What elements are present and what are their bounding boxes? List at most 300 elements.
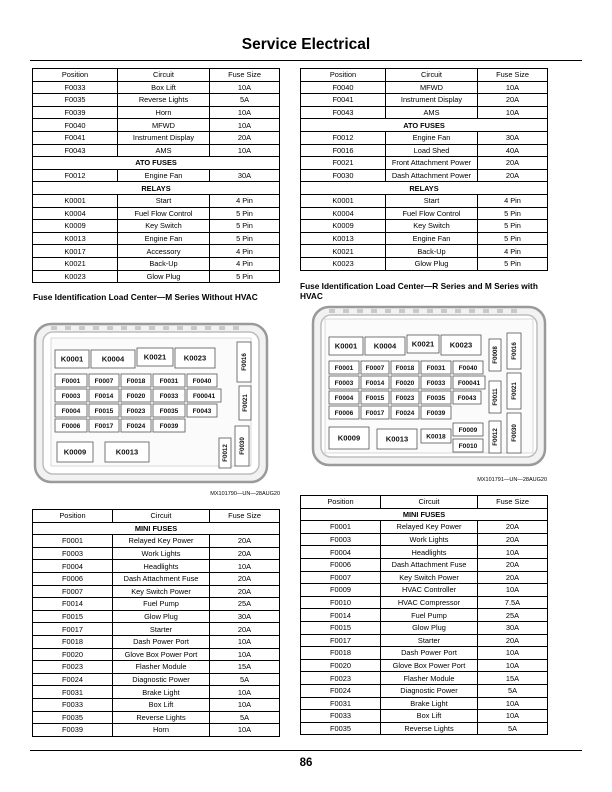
- cell-fuse-size: 5 Pin: [478, 257, 548, 270]
- fuse-label: F0017: [365, 409, 385, 417]
- table-row: [33, 585, 280, 598]
- fuse-label: F00041: [457, 379, 481, 387]
- cell-fuse-size: 30A: [210, 169, 280, 182]
- fuse-label: K0004: [101, 354, 125, 364]
- cell-fuse-size: 20A: [210, 547, 280, 560]
- cell-fuse-size: 10A: [210, 635, 280, 648]
- table-row: [301, 684, 548, 697]
- fuse-label: K0009: [63, 447, 87, 457]
- cell-position: F0018: [33, 635, 113, 648]
- section-label: ATO FUSES: [301, 119, 548, 132]
- cell-fuse-size: 5A: [210, 94, 280, 107]
- cell-position: F0018: [301, 647, 381, 660]
- cell-fuse-size: 20A: [478, 634, 548, 647]
- fuse-label: F0024: [126, 422, 146, 430]
- cell-fuse-size: 10A: [210, 144, 280, 157]
- fuse-label: F0023: [126, 407, 146, 415]
- table-row: [301, 533, 548, 546]
- column-header-position: Position: [301, 496, 381, 509]
- column-header-position: Position: [33, 510, 113, 523]
- cell-position: F0031: [301, 697, 381, 710]
- cell-position: K0021: [301, 245, 386, 258]
- cell-fuse-size: 15A: [210, 661, 280, 674]
- cell-circuit: Reverse Lights: [113, 711, 210, 724]
- cell-position: F0010: [301, 596, 381, 609]
- cell-position: F0001: [301, 521, 381, 534]
- table-section-row: [301, 119, 548, 132]
- table-row: [33, 673, 280, 686]
- cell-circuit: Work Lights: [381, 533, 478, 546]
- cell-circuit: Back-Up: [386, 245, 478, 258]
- table-row: [301, 220, 548, 233]
- cell-position: F0003: [301, 533, 381, 546]
- cell-position: F0040: [33, 119, 118, 132]
- fuse-label: F0021: [242, 394, 250, 412]
- cell-position: F0017: [33, 623, 113, 636]
- fuse-label: F0030: [239, 437, 247, 455]
- cell-position: F0041: [33, 131, 118, 144]
- column-header-circuit: Circuit: [386, 69, 478, 82]
- page-number: 86: [299, 757, 313, 769]
- table-header-row: [301, 496, 548, 509]
- section-label: ATO FUSES: [33, 157, 280, 170]
- cell-position: F0024: [33, 673, 113, 686]
- cell-circuit: Glow Plug: [386, 257, 478, 270]
- table-row: [301, 546, 548, 559]
- cell-fuse-size: 20A: [478, 533, 548, 546]
- cell-circuit: Starter: [113, 623, 210, 636]
- fuse-label: F0004: [61, 407, 81, 415]
- table-row: [301, 659, 548, 672]
- cell-circuit: Load Shed: [386, 144, 478, 157]
- cell-fuse-size: 4 Pin: [478, 194, 548, 207]
- table-row: [301, 571, 548, 584]
- cell-circuit: Headlights: [381, 546, 478, 559]
- table-row: [301, 596, 548, 609]
- cell-position: F0035: [33, 711, 113, 724]
- fuse-label: F0010: [458, 442, 478, 450]
- table-row: [301, 81, 548, 94]
- cell-position: F0009: [301, 584, 381, 597]
- section-heading-r-series-m-series-with-hvac: Fuse Identification Load Center—R Series and M Series with HVAC: [300, 281, 538, 301]
- fuse-label: F0040: [458, 364, 478, 372]
- cell-fuse-size: 20A: [478, 521, 548, 534]
- fuse-label: F0007: [94, 377, 114, 385]
- table-row: [33, 648, 280, 661]
- cell-fuse-size: 40A: [478, 144, 548, 157]
- cell-position: F0003: [33, 547, 113, 560]
- cell-circuit: Dash Power Port: [113, 635, 210, 648]
- cell-circuit: Diagnostic Power: [381, 684, 478, 697]
- fuse-label: F0014: [365, 379, 385, 387]
- cell-fuse-size: 20A: [210, 131, 280, 144]
- table-row: [33, 232, 280, 245]
- table-row: [301, 584, 548, 597]
- fuse-label: F0023: [395, 394, 415, 402]
- cell-fuse-size: 5 Pin: [210, 207, 280, 220]
- cell-position: K0013: [301, 232, 386, 245]
- cell-position: K0021: [33, 257, 118, 270]
- table-row: [301, 207, 548, 220]
- cell-fuse-size: 10A: [478, 647, 548, 660]
- cell-fuse-size: 5A: [478, 722, 548, 735]
- cell-position: F0006: [33, 572, 113, 585]
- column-header-position: Position: [301, 69, 386, 82]
- fuse-label: F0012: [492, 428, 500, 446]
- cell-position: K0023: [301, 257, 386, 270]
- cell-fuse-size: 25A: [478, 609, 548, 622]
- cell-circuit: Diagnostic Power: [113, 673, 210, 686]
- fuse-label: F0039: [426, 409, 446, 417]
- fuse-label: K0023: [183, 353, 207, 363]
- column-header-circuit: Circuit: [381, 496, 478, 509]
- cell-circuit: HVAC Controller: [381, 584, 478, 597]
- fuse-table-top-right: [300, 68, 548, 271]
- table-row: [33, 220, 280, 233]
- table-row: [33, 635, 280, 648]
- cell-circuit: Box Lift: [381, 710, 478, 723]
- table-row: [301, 169, 548, 182]
- fuse-label: F0035: [426, 394, 446, 402]
- cell-position: F0030: [301, 169, 386, 182]
- cell-circuit: Relayed Key Power: [381, 521, 478, 534]
- cell-fuse-size: 10A: [478, 697, 548, 710]
- fuse-label: F0040: [192, 377, 212, 385]
- cell-position: F0004: [33, 560, 113, 573]
- table-row: [301, 672, 548, 685]
- table-row: [301, 609, 548, 622]
- cell-circuit: Engine Fan: [386, 131, 478, 144]
- cell-fuse-size: 7.5A: [478, 596, 548, 609]
- cell-position: F0039: [33, 724, 113, 737]
- table-row: [33, 270, 280, 283]
- cell-position: F0040: [301, 81, 386, 94]
- table-section-row: [33, 157, 280, 170]
- fuse-label: F0001: [61, 377, 81, 385]
- cell-fuse-size: 10A: [210, 119, 280, 132]
- table-row: [33, 572, 280, 585]
- cell-fuse-size: 5A: [478, 684, 548, 697]
- cell-circuit: Flasher Module: [381, 672, 478, 685]
- footer-rule: [30, 750, 582, 751]
- table-row: [33, 661, 280, 674]
- cell-position: F0020: [33, 648, 113, 661]
- table-row: [301, 722, 548, 735]
- table-row: [33, 245, 280, 258]
- fuse-label: F0033: [159, 392, 179, 400]
- cell-circuit: Starter: [381, 634, 478, 647]
- cell-circuit: Glow Plug: [118, 270, 210, 283]
- cell-position: F0033: [33, 698, 113, 711]
- cell-circuit: Dash Power Port: [381, 647, 478, 660]
- cell-circuit: Horn: [118, 106, 210, 119]
- cell-circuit: Box Lift: [118, 81, 210, 94]
- fuse-label: F00041: [192, 392, 216, 400]
- cell-circuit: Key Switch: [118, 220, 210, 233]
- cell-fuse-size: 10A: [210, 724, 280, 737]
- column-header-fuse-size: Fuse Size: [210, 510, 280, 523]
- cell-position: F0015: [33, 610, 113, 623]
- fuse-label: F0030: [511, 424, 519, 442]
- table-row: [33, 169, 280, 182]
- cell-fuse-size: 10A: [210, 81, 280, 94]
- section-label: RELAYS: [301, 182, 548, 195]
- cell-fuse-size: 20A: [210, 623, 280, 636]
- cell-fuse-size: 10A: [210, 686, 280, 699]
- cell-fuse-size: 10A: [478, 710, 548, 723]
- table-section-row: [301, 508, 548, 521]
- fuse-label: K0021: [411, 339, 435, 349]
- cell-fuse-size: 10A: [210, 698, 280, 711]
- cell-fuse-size: 5A: [210, 711, 280, 724]
- table-row: [301, 245, 548, 258]
- fuse-label: F0012: [222, 444, 230, 462]
- fuse-label: F0001: [334, 364, 354, 372]
- fuse-load-center-diagram-right: [311, 305, 547, 467]
- cell-position: K0004: [33, 207, 118, 220]
- table-row: [33, 560, 280, 573]
- cell-position: F0004: [301, 546, 381, 559]
- cell-circuit: Dash Attachment Fuse: [381, 558, 478, 571]
- cell-circuit: Front Attachment Power: [386, 157, 478, 170]
- fuse-label: K0018: [426, 433, 446, 441]
- cell-position: K0009: [33, 220, 118, 233]
- cell-fuse-size: 20A: [478, 157, 548, 170]
- cell-position: F0006: [301, 558, 381, 571]
- cell-position: K0009: [301, 220, 386, 233]
- table-header-row: [33, 510, 280, 523]
- fuse-load-center-diagram-left: [33, 322, 269, 484]
- cell-circuit: Glow Plug: [113, 610, 210, 623]
- diagram-caption-left: MX101790—UN—28AUG20: [210, 491, 280, 497]
- cell-circuit: MFWD: [386, 81, 478, 94]
- fuse-label: F0016: [511, 342, 519, 360]
- fuse-label: F0008: [492, 346, 500, 364]
- cell-circuit: Instrument Display: [118, 131, 210, 144]
- cell-circuit: Engine Fan: [118, 232, 210, 245]
- cell-position: K0001: [301, 194, 386, 207]
- cell-position: F0035: [301, 722, 381, 735]
- cell-circuit: Relayed Key Power: [113, 535, 210, 548]
- fuse-label: F0014: [94, 392, 114, 400]
- cell-circuit: Reverse Lights: [118, 94, 210, 107]
- fuse-label: F0007: [365, 364, 385, 372]
- cell-fuse-size: 4 Pin: [478, 245, 548, 258]
- cell-fuse-size: 20A: [478, 94, 548, 107]
- cell-circuit: Fuel Pump: [113, 598, 210, 611]
- column-header-fuse-size: Fuse Size: [210, 69, 280, 82]
- column-header-circuit: Circuit: [113, 510, 210, 523]
- cell-fuse-size: 10A: [478, 546, 548, 559]
- table-row: [33, 207, 280, 220]
- cell-fuse-size: 20A: [210, 535, 280, 548]
- table-row: [33, 106, 280, 119]
- table-row: [301, 697, 548, 710]
- cell-circuit: Work Lights: [113, 547, 210, 560]
- cell-circuit: Brake Light: [381, 697, 478, 710]
- column-header-circuit: Circuit: [118, 69, 210, 82]
- table-row: [33, 724, 280, 737]
- fuse-label: F0016: [241, 353, 249, 371]
- table-row: [301, 621, 548, 634]
- fuse-label: F0006: [334, 409, 354, 417]
- cell-fuse-size: 10A: [210, 560, 280, 573]
- cell-position: F0023: [33, 661, 113, 674]
- cell-circuit: Engine Fan: [118, 169, 210, 182]
- cell-circuit: Engine Fan: [386, 232, 478, 245]
- cell-circuit: Fuel Flow Control: [386, 207, 478, 220]
- cell-fuse-size: 5 Pin: [210, 220, 280, 233]
- cell-position: F0031: [33, 686, 113, 699]
- cell-position: F0012: [33, 169, 118, 182]
- cell-position: K0023: [33, 270, 118, 283]
- cell-position: F0015: [301, 621, 381, 634]
- cell-position: K0004: [301, 207, 386, 220]
- fuse-label: F0003: [334, 379, 354, 387]
- cell-position: F0043: [33, 144, 118, 157]
- cell-position: K0001: [33, 194, 118, 207]
- cell-circuit: Reverse Lights: [381, 722, 478, 735]
- table-row: [301, 106, 548, 119]
- table-section-row: [301, 182, 548, 195]
- cell-fuse-size: 30A: [210, 610, 280, 623]
- cell-fuse-size: 15A: [478, 672, 548, 685]
- fuse-table-bottom-left: [32, 509, 280, 737]
- cell-fuse-size: 5A: [210, 673, 280, 686]
- cell-circuit: MFWD: [118, 119, 210, 132]
- fuse-label: F0003: [61, 392, 81, 400]
- cell-position: F0017: [301, 634, 381, 647]
- cell-fuse-size: 4 Pin: [210, 257, 280, 270]
- table-section-row: [33, 182, 280, 195]
- cell-fuse-size: 5 Pin: [210, 232, 280, 245]
- cell-fuse-size: 10A: [210, 648, 280, 661]
- cell-fuse-size: 20A: [478, 558, 548, 571]
- cell-position: F0014: [301, 609, 381, 622]
- cell-fuse-size: 5 Pin: [478, 232, 548, 245]
- column-header-position: Position: [33, 69, 118, 82]
- page-title: Service Electrical: [241, 36, 371, 53]
- fuse-label: F0031: [159, 377, 179, 385]
- table-section-row: [33, 522, 280, 535]
- fuse-label: K0013: [115, 447, 139, 457]
- cell-position: K0017: [33, 245, 118, 258]
- cell-circuit: HVAC Compressor: [381, 596, 478, 609]
- fuse-label: K0001: [60, 354, 84, 364]
- diagram-caption-right: MX101791—UN—28AUG20: [477, 477, 547, 483]
- fuse-label: K0009: [337, 433, 361, 443]
- table-row: [301, 131, 548, 144]
- cell-fuse-size: 10A: [478, 584, 548, 597]
- table-row: [33, 547, 280, 560]
- table-header-row: [33, 69, 280, 82]
- fuse-label: F0043: [192, 407, 212, 415]
- cell-fuse-size: 10A: [478, 659, 548, 672]
- cell-circuit: Headlights: [113, 560, 210, 573]
- table-row: [33, 131, 280, 144]
- cell-position: F0014: [33, 598, 113, 611]
- cell-fuse-size: 5 Pin: [478, 220, 548, 233]
- cell-circuit: Key Switch: [386, 220, 478, 233]
- fuse-label: K0001: [334, 341, 358, 351]
- cell-fuse-size: 20A: [210, 585, 280, 598]
- fuse-label: K0013: [385, 434, 409, 444]
- cell-position: F0012: [301, 131, 386, 144]
- table-row: [301, 710, 548, 723]
- table-row: [301, 634, 548, 647]
- table-row: [301, 232, 548, 245]
- fuse-label: F0004: [334, 394, 354, 402]
- fuse-label: K0023: [449, 340, 473, 350]
- cell-position: F0039: [33, 106, 118, 119]
- fuse-label: F0020: [395, 379, 415, 387]
- fuse-label: K0004: [373, 341, 397, 351]
- cell-fuse-size: 10A: [478, 81, 548, 94]
- table-row: [33, 686, 280, 699]
- table-row: [301, 558, 548, 571]
- cell-position: F0024: [301, 684, 381, 697]
- cell-circuit: Dash Attachment Fuse: [113, 572, 210, 585]
- fuse-table-top-left: [32, 68, 280, 283]
- table-row: [301, 157, 548, 170]
- cell-circuit: Box Lift: [113, 698, 210, 711]
- cell-circuit: Back-Up: [118, 257, 210, 270]
- table-row: [33, 698, 280, 711]
- table-row: [301, 647, 548, 660]
- cell-circuit: Fuel Flow Control: [118, 207, 210, 220]
- cell-circuit: Horn: [113, 724, 210, 737]
- cell-circuit: Key Switch Power: [381, 571, 478, 584]
- cell-circuit: Key Switch Power: [113, 585, 210, 598]
- cell-fuse-size: 20A: [478, 571, 548, 584]
- cell-circuit: Brake Light: [113, 686, 210, 699]
- cell-circuit: Instrument Display: [386, 94, 478, 107]
- section-heading-m-series-without-hvac: Fuse Identification Load Center—M Series Without HVAC: [33, 292, 258, 302]
- header-rule: [30, 60, 582, 61]
- table-row: [33, 610, 280, 623]
- cell-circuit: AMS: [386, 106, 478, 119]
- fuse-label: F0035: [159, 407, 179, 415]
- table-row: [33, 94, 280, 107]
- cell-fuse-size: 30A: [478, 131, 548, 144]
- cell-position: F0043: [301, 106, 386, 119]
- cell-circuit: Flasher Module: [113, 661, 210, 674]
- cell-fuse-size: 4 Pin: [210, 245, 280, 258]
- cell-position: F0016: [301, 144, 386, 157]
- section-label: MINI FUSES: [301, 508, 548, 521]
- cell-circuit: AMS: [118, 144, 210, 157]
- fuse-label: F0018: [126, 377, 146, 385]
- table-row: [33, 144, 280, 157]
- cell-position: F0021: [301, 157, 386, 170]
- cell-circuit: Glow Plug: [381, 621, 478, 634]
- cell-fuse-size: 30A: [478, 621, 548, 634]
- cell-position: F0033: [301, 710, 381, 723]
- table-row: [33, 623, 280, 636]
- cell-fuse-size: 4 Pin: [210, 194, 280, 207]
- table-row: [301, 144, 548, 157]
- cell-circuit: Accessory: [118, 245, 210, 258]
- cell-circuit: Glove Box Power Port: [113, 648, 210, 661]
- cell-fuse-size: 10A: [478, 106, 548, 119]
- table-row: [33, 81, 280, 94]
- fuse-label: F0015: [94, 407, 114, 415]
- cell-fuse-size: 5 Pin: [210, 270, 280, 283]
- cell-fuse-size: 20A: [210, 572, 280, 585]
- fuse-label: F0039: [159, 422, 179, 430]
- cell-circuit: Dash Attachment Power: [386, 169, 478, 182]
- fuse-label: F0009: [458, 426, 478, 434]
